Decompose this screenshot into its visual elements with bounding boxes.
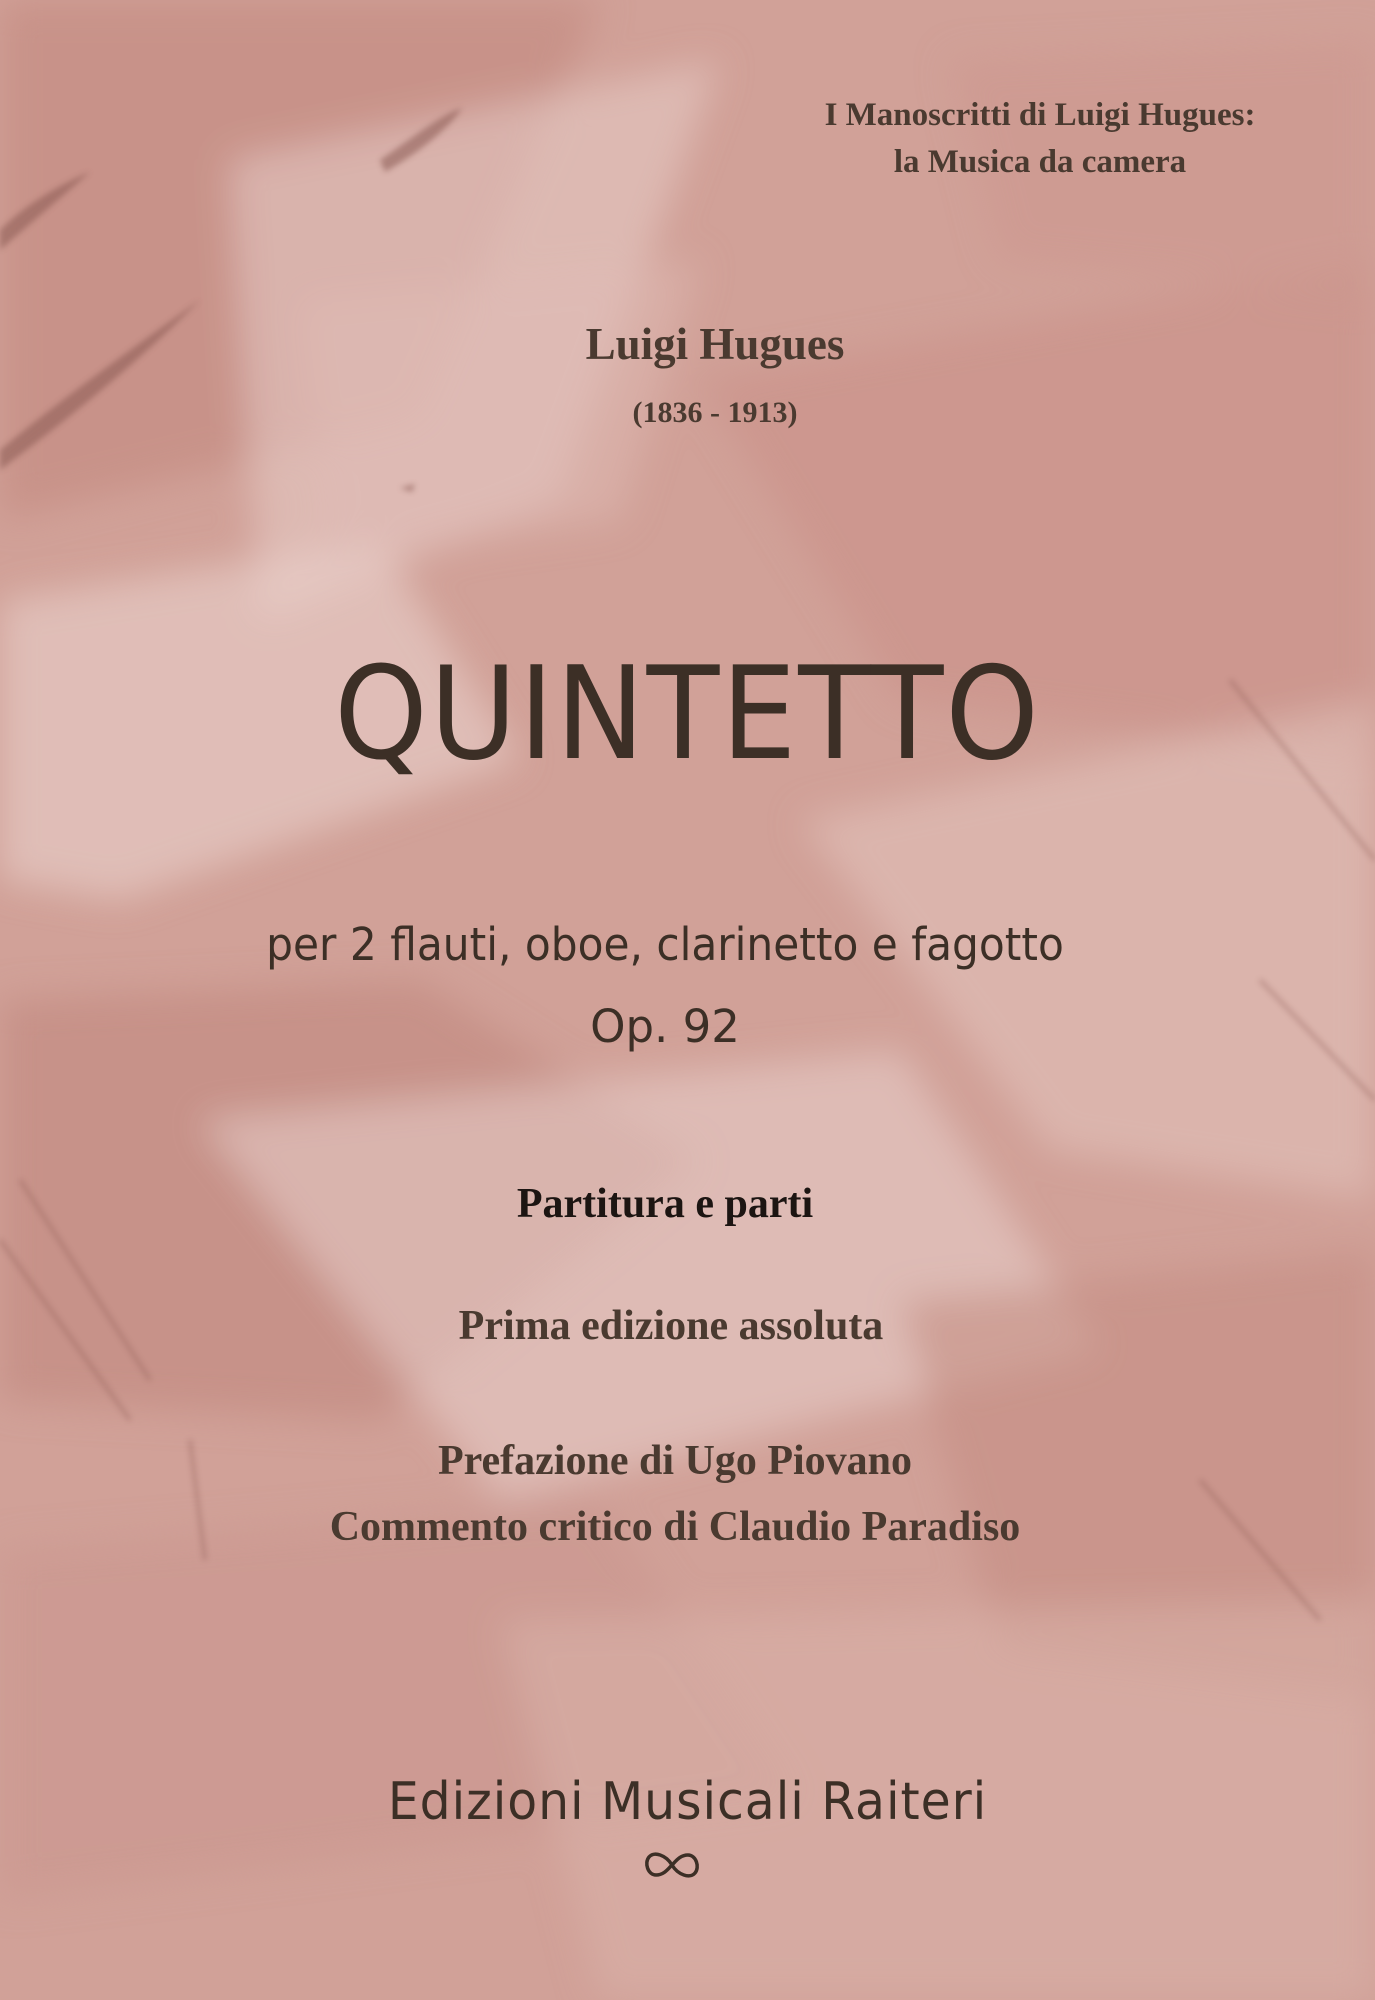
preface-credit: Prefazione di Ugo Piovano (437, 1438, 913, 1484)
series-line-2: la Musica da camera (893, 144, 1187, 180)
instrumentation: per 2 flauti, oboe, clarinetto e fagotto (266, 918, 1064, 971)
publisher-name: Edizioni Musicali Raiteri (387, 1772, 988, 1832)
edition-label: Prima edizione assoluta (458, 1303, 884, 1349)
series-title (760, 92, 1320, 186)
series-line-1: I Manoscritti di Luigi Hugues: (824, 97, 1256, 133)
work-title: QUINTETTO (334, 640, 1041, 789)
commentary-credit: Commento critico di Claudio Paradiso (329, 1504, 1021, 1550)
infinity-logo-icon (640, 1845, 704, 1885)
author-dates: (1836 - 1913) (632, 396, 798, 429)
author-name: Luigi Hugues (585, 319, 845, 369)
format-label: Partitura e parti (516, 1181, 814, 1227)
opus-number: Op. 92 (590, 1000, 740, 1053)
